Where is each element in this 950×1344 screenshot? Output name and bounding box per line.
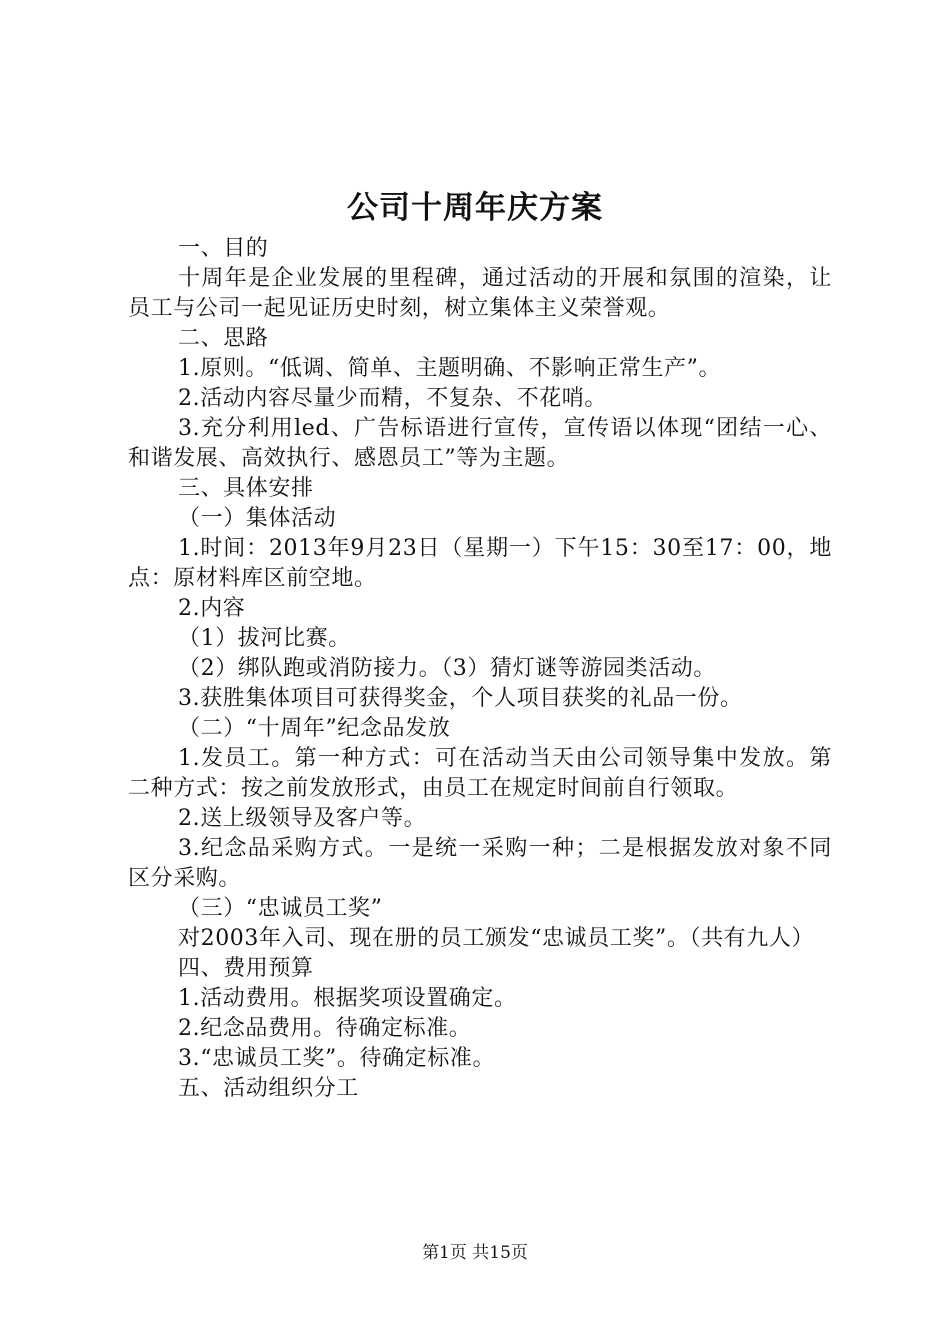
paragraph-content-heading: 2.内容 (178, 596, 246, 621)
section-heading-arrangement: 三、具体安排 (178, 476, 314, 501)
document-title: 公司十周年庆方案 (347, 190, 603, 226)
paragraph-principle: 1.原则。“低调、简单、主题明确、不影响正常生产”。 (178, 356, 722, 381)
paragraph-souvenir-distribution: 1.发员工。第一种方式：可在活动当天由公司领导集中发放。第二种方式：按之前发放形式，由员工在规定时间前自行领取。 (128, 746, 832, 801)
subsection-heading-souvenirs: （二）“十周年”纪念品发放 (178, 716, 451, 741)
paragraph-budget-souvenir: 2.纪念品费用。待确定标准。 (178, 1016, 472, 1041)
document-body (128, 234, 832, 1104)
paragraph-time-place: 1.时间：2013年9月23日（星期一）下午15：30至17：00，地点：原材料库区前空地。 (128, 536, 832, 591)
paragraph-publicity: 3.充分利用led、广告标语进行宣传，宣传语以体现“团结一心、和谐发展、高效执行、感恩员工”等为主题。 (128, 416, 832, 471)
list-item-relay-games: （2）绑队跑或消防接力。（3）猜灯谜等游园类活动。 (178, 656, 716, 681)
paragraph-content-lean: 2.活动内容尽量少而精，不复杂、不花哨。 (178, 386, 607, 411)
paragraph-budget-activity: 1.活动费用。根据奖项设置确定。 (178, 986, 517, 1011)
paragraph-budget-award: 3.“忠诚员工奖”。待确定标准。 (178, 1046, 496, 1071)
page-footer: 第1页 共15页 (422, 1243, 528, 1263)
section-heading-purpose: 一、目的 (178, 236, 269, 261)
section-heading-approach: 二、思路 (178, 326, 269, 351)
list-item-tug-of-war: （1）拔河比赛。 (178, 626, 351, 651)
section-heading-organization: 五、活动组织分工 (178, 1076, 359, 1101)
paragraph-purpose: 十周年是企业发展的里程碑，通过活动的开展和氛围的渲染，让员工与公司一起见证历史时刻，树立集体主义荣誉观。 (128, 266, 832, 321)
paragraph-souvenir-clients: 2.送上级领导及客户等。 (178, 806, 427, 831)
paragraph-loyalty-award: 对2003年入司、现在册的员工颁发“忠诚员工奖”。（共有九人） (178, 926, 815, 951)
paragraph-prizes: 3.获胜集体项目可获得奖金，个人项目获奖的礼品一份。 (178, 686, 743, 711)
paragraph-souvenir-purchase: 3.纪念品采购方式。一是统一采购一种；二是根据发放对象不同区分采购。 (128, 836, 832, 891)
subsection-heading-group-activity: （一）集体活动 (178, 506, 337, 531)
section-heading-budget: 四、费用预算 (178, 956, 314, 981)
subsection-heading-loyalty-award: （三）“忠诚员工奖” (178, 896, 383, 921)
